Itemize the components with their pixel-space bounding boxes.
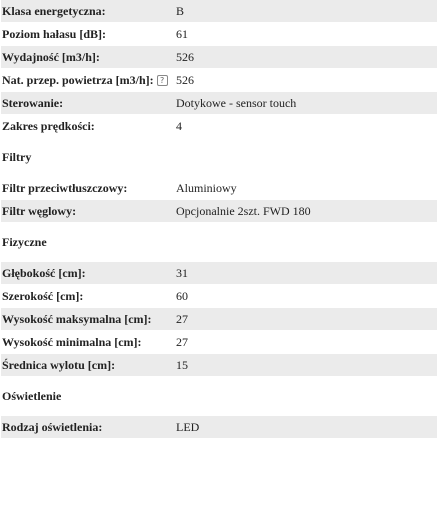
- spec-label: Rodzaj oświetlenia:: [2, 419, 103, 434]
- spec-label: Filtr węglowy:: [2, 203, 77, 218]
- spec-label: Filtr przeciwtłuszczowy:: [2, 180, 128, 195]
- spec-label: Poziom hałasu [dB]:: [2, 26, 107, 41]
- spec-row-energy-class: [1, 0, 437, 22]
- spec-row-noise-level: [1, 23, 437, 45]
- spec-label: Sterowanie:: [2, 95, 64, 110]
- spec-value: Opcjonalnie 2szt. FWD 180: [176, 203, 311, 218]
- spec-row-outlet-diameter: [1, 354, 437, 376]
- spec-row-airflow: [1, 69, 437, 91]
- spec-value: B: [176, 3, 185, 18]
- spec-value: 27: [176, 334, 188, 349]
- spec-label: Klasa energetyczna:: [2, 3, 106, 18]
- spec-value: 526: [176, 49, 194, 64]
- spec-value: Aluminiowy: [176, 180, 237, 195]
- spec-value: 31: [176, 265, 188, 280]
- section-heading-filters: Filtry: [1, 137, 437, 177]
- spec-value: Dotykowe - sensor touch: [176, 95, 297, 110]
- spec-value: 27: [176, 311, 188, 326]
- spec-row-grease-filter: [1, 177, 437, 199]
- spec-row-width: [1, 285, 437, 307]
- spec-label: Głębokość [cm]:: [2, 265, 86, 280]
- spec-label: Zakres prędkości:: [2, 118, 95, 133]
- spec-row-min-height: [1, 331, 437, 353]
- spec-row-depth: [1, 262, 437, 284]
- spec-row-lighting-type: [1, 416, 437, 438]
- help-icon[interactable]: ?: [157, 75, 168, 86]
- spec-label: Średnica wylotu [cm]:: [2, 357, 116, 372]
- spec-label: Wydajność [m3/h]:: [2, 49, 100, 64]
- spec-value: 4: [176, 118, 182, 133]
- spec-value: 60: [176, 288, 188, 303]
- spec-label: Wysokość maksymalna [cm]:: [2, 311, 152, 326]
- spec-row-capacity: [1, 46, 437, 68]
- section-heading-lighting: Oświetlenie: [1, 376, 437, 416]
- spec-row-speed-range: [1, 115, 437, 137]
- spec-row-control: [1, 92, 437, 114]
- spec-label: Nat. przep. powietrza [m3/h]:: [2, 72, 154, 87]
- spec-value: 15: [176, 357, 188, 372]
- spec-label: Szerokość [cm]:: [2, 288, 84, 303]
- spec-row-carbon-filter: [1, 200, 437, 222]
- spec-label: Wysokość minimalna [cm]:: [2, 334, 142, 349]
- specification-table: [1, 0, 437, 438]
- spec-label-with-help: [1, 73, 167, 88]
- section-heading-physical: Fizyczne: [1, 222, 437, 262]
- spec-value: 61: [176, 26, 188, 41]
- spec-value: 526: [176, 72, 194, 87]
- spec-value: LED: [176, 419, 200, 434]
- spec-row-max-height: [1, 308, 437, 330]
